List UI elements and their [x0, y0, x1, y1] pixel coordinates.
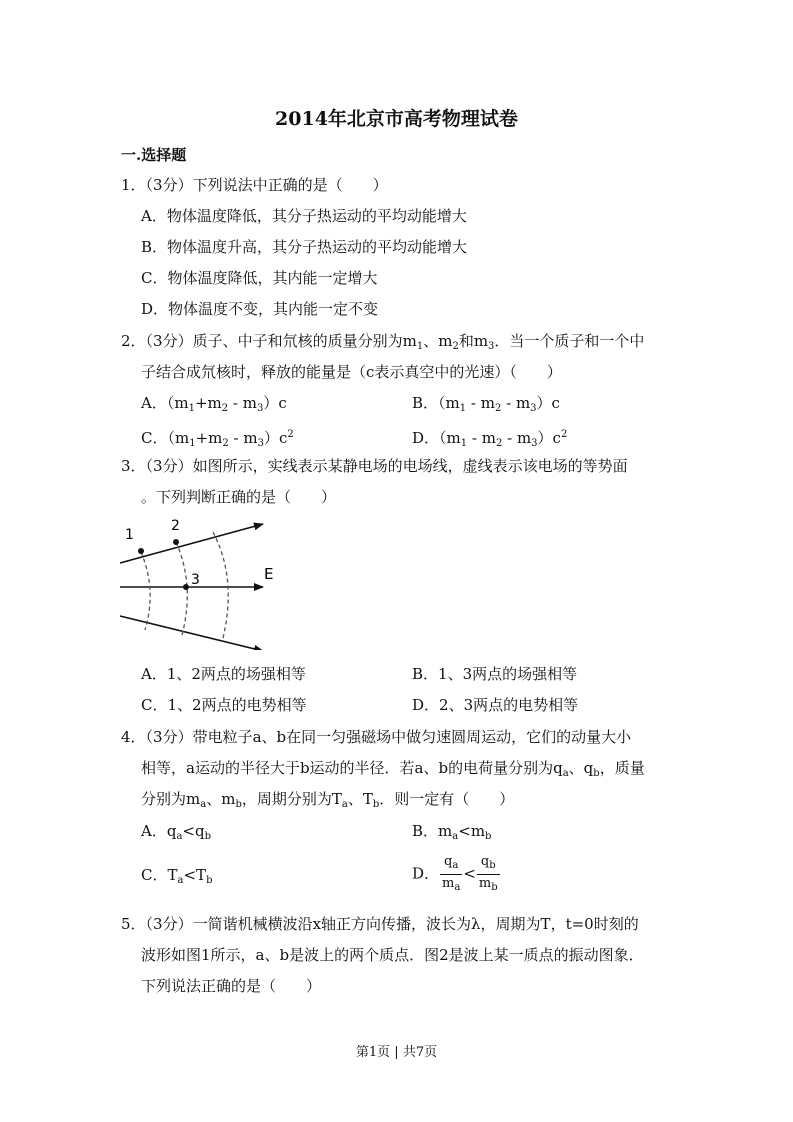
question-5-stem-line2: 波形如图1所示，a、b是波上的两个质点．图2是波上某一质点的振动图象．	[141, 946, 644, 964]
field-label-e: E	[264, 565, 274, 583]
electric-field-figure	[110, 510, 290, 650]
point-3-label: 3	[191, 572, 200, 588]
question-5-stem: 5．（3分）一简谐机械横波沿x轴正方向传播，波长为λ，周期为T，t=0时刻的	[121, 915, 639, 933]
paper-title: 2014年北京市高考物理试卷	[275, 108, 518, 130]
question-4-option-b: B．$m_a<m_b$	[412, 822, 492, 842]
question-4-stem: 4．（3分）带电粒子a、b在同一匀强磁场中做匀速圆周运动，它们的动量大小	[121, 728, 632, 746]
question-4-option-c: C．$T_a<T_b$	[141, 866, 213, 886]
question-3-option-b: B．1、3两点的场强相等	[412, 665, 578, 683]
question-3-option-c: C．1、2两点的电势相等	[141, 696, 307, 714]
question-1-option-b: B．物体温度升高，其分子热运动的平均动能增大	[141, 238, 468, 256]
question-2-option-d: D．$(m_1 - m_2 - m_3)c^2$	[412, 429, 568, 449]
fraction-qa-ma: $\frac{q_a}{m_a}$	[442, 854, 461, 893]
point-2-dot	[173, 539, 179, 545]
point-1-label: 1	[125, 527, 134, 543]
question-4-stem-line3: 分别为$m_a$、$m_b$，周期分别为$T_a$、$T_b$．则一定有（ ）	[141, 790, 515, 810]
question-1-option-c: C．物体温度降低，其内能一定增大	[141, 269, 378, 287]
page-footer: 第1页 | 共7页	[355, 1045, 438, 1060]
question-2-option-b: B．$(m_1 - m_2 - m_3)c$	[412, 394, 560, 414]
section-heading: 一.选择题	[121, 146, 187, 164]
question-2-stem: 2．（3分）质子、中子和氘核的质量分别为$m_1$、$m_2$和$m_3$．当一个质子和一个中	[121, 332, 645, 352]
question-4-stem-line2: 相等，a运动的半径大于b运动的半径．若a、b的电荷量分别为$q_a$、$q_b$，质量	[141, 759, 645, 779]
question-2-option-c: C．$(m_1+m_2 - m_3)c^2$	[141, 429, 294, 449]
question-2-option-a: A．$(m_1+m_2 - m_3)c$	[141, 394, 287, 414]
question-2-stem-line2: 子结合成氘核时，释放的能量是（c表示真空中的光速）（ ）	[141, 363, 562, 381]
equipotential-line-1	[141, 552, 150, 630]
question-1-stem: 1．（3分）下列说法中正确的是（ ）	[121, 176, 388, 194]
question-4-option-a: A．$q_a<q_b$	[141, 822, 212, 842]
question-5-stem-line3: 下列说法正确的是（ ）	[141, 977, 322, 995]
question-3-option-d: D．2、3两点的电势相等	[412, 696, 579, 714]
point-1-dot	[138, 548, 144, 554]
question-1-option-d: D．物体温度不变，其内能一定不变	[141, 300, 379, 318]
question-4-option-d: D． $\frac{q_a}{m_a}$ < $\frac{q_b}{m_b}$	[412, 853, 501, 896]
point-3-dot	[183, 584, 189, 590]
question-3-option-a: A．1、2两点的场强相等	[141, 665, 306, 683]
field-line-top	[120, 524, 263, 563]
point-2-label: 2	[171, 518, 180, 534]
field-line-bottom	[120, 616, 263, 650]
question-3-stem-line2: 。下列判断正确的是（ ）	[141, 488, 337, 506]
question-3-stem: 3．（3分）如图所示，实线表示某静电场的电场线，虚线表示该电场的等势面	[121, 457, 628, 475]
fraction-qb-mb: $\frac{q_b}{m_b}$	[478, 854, 498, 893]
question-1-option-a: A．物体温度降低，其分子热运动的平均动能增大	[141, 207, 467, 225]
